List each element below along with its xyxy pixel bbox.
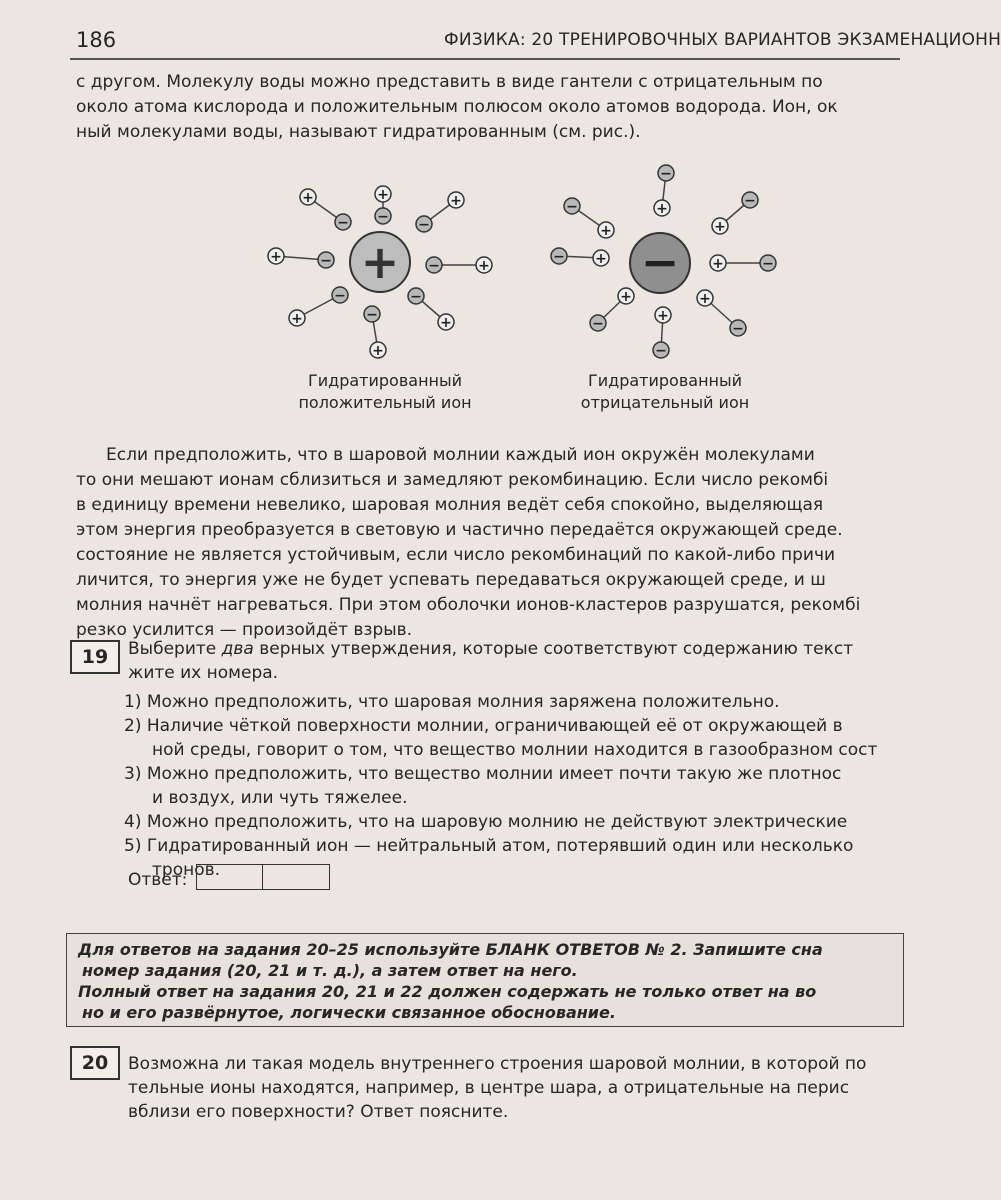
pole-symbol: + bbox=[291, 311, 303, 327]
water-molecule bbox=[375, 186, 391, 225]
prompt-text: жите их номера. bbox=[128, 663, 279, 683]
pole-symbol: − bbox=[566, 199, 578, 215]
header-rule bbox=[70, 58, 900, 60]
pole-symbol: − bbox=[334, 288, 346, 304]
option-2: 2) Наличие чёткой поверхности молнии, ограничивающей её от окружающей в bbox=[124, 716, 843, 736]
water-molecule bbox=[712, 192, 758, 235]
pole-symbol: + bbox=[657, 308, 669, 324]
instruction-line: Полный ответ на задания 20, 21 и 22 должен содержать не только ответ на во bbox=[78, 982, 817, 1001]
water-molecule bbox=[653, 307, 671, 359]
pole-symbol: − bbox=[732, 321, 744, 337]
caption-negative-ion bbox=[560, 370, 770, 414]
pole-symbol: + bbox=[302, 190, 314, 206]
running-header: ФИЗИКА: 20 ТРЕНИРОВОЧНЫХ ВАРИАНТОВ ЭКЗАМЕНАЦИОНН bbox=[444, 30, 1001, 50]
pole-symbol: + bbox=[600, 223, 612, 239]
instruction-line: номер задания (20, 21 и т. д.), а затем ответ на него. bbox=[82, 961, 578, 980]
water-molecule bbox=[268, 248, 334, 269]
option-3-cont: и воздух, или чуть тяжелее. bbox=[152, 788, 408, 808]
water-molecule bbox=[416, 192, 464, 233]
option-1: 1) Можно предположить, что шаровая молния заряжена положительно. bbox=[124, 692, 780, 712]
page-number: 186 bbox=[76, 28, 117, 52]
text-line: Если предположить, что в шаровой молнии каждый ион окружён молекулами bbox=[106, 445, 815, 465]
caption-line: положительный ион bbox=[298, 393, 472, 412]
text-line: то они мешают ионам сблизиться и замедляют рекомбинацию. Если число рекомбі bbox=[76, 470, 829, 490]
instruction-line: но и его развёрнутое, логически связанное обоснование. bbox=[82, 1003, 616, 1022]
pole-symbol: + bbox=[714, 219, 726, 235]
question-line: вблизи его поверхности? Ответ поясните. bbox=[128, 1102, 509, 1122]
pole-symbol: + bbox=[440, 315, 452, 331]
main-paragraph bbox=[76, 443, 900, 643]
water-molecule bbox=[590, 288, 634, 332]
prompt-text: верных утверждения, которые соответствуют содержанию текст bbox=[253, 639, 854, 659]
task-20-number: 20 bbox=[70, 1046, 120, 1080]
task-19-options bbox=[124, 690, 900, 882]
water-molecule bbox=[697, 290, 746, 337]
pole-symbol: + bbox=[478, 258, 490, 274]
pole-symbol: − bbox=[337, 215, 349, 231]
water-molecule bbox=[408, 288, 454, 331]
question-line: Возможна ли такая модель внутреннего строения шаровой молнии, в которой по bbox=[128, 1054, 867, 1074]
instruction-line: Для ответов на задания 20–25 используйте БЛАНК ОТВЕТОВ № 2. Запишите сна bbox=[78, 940, 823, 959]
water-molecule bbox=[654, 165, 674, 217]
answer-box bbox=[196, 864, 330, 890]
instruction-text bbox=[78, 939, 900, 1023]
pole-symbol: − bbox=[660, 166, 672, 182]
pole-symbol: − bbox=[553, 249, 565, 265]
caption-line: Гидратированный bbox=[587, 371, 743, 390]
pole-symbol: − bbox=[410, 289, 422, 305]
text-line: молния начнёт нагреваться. При этом оболочки ионов-кластеров разрушатся, рекомбі bbox=[76, 595, 861, 615]
pole-symbol: + bbox=[699, 291, 711, 307]
text-line: личится, то энергия уже не будет успевать передаваться окружающей среде, и ш bbox=[76, 570, 826, 590]
pole-symbol: + bbox=[656, 201, 668, 217]
water-molecule bbox=[289, 287, 348, 327]
task-19-number: 19 bbox=[70, 640, 120, 674]
pole-symbol: − bbox=[418, 217, 430, 233]
prompt-text: Выберите bbox=[128, 639, 222, 659]
pole-symbol: + bbox=[377, 187, 389, 203]
caption-line: отрицательный ион bbox=[580, 393, 750, 412]
text-line: ный молекулами воды, называют гидратированным (см. рис.). bbox=[76, 122, 641, 142]
answer-cell-2[interactable] bbox=[263, 865, 328, 889]
pole-symbol: − bbox=[655, 343, 667, 359]
prompt-emphasis: два bbox=[221, 639, 254, 659]
pole-symbol: − bbox=[320, 253, 332, 269]
text-line: около атома кислорода и положительным полюсом около атомов водорода. Ион, ок bbox=[76, 97, 838, 117]
intro-paragraph bbox=[76, 70, 900, 145]
pole-symbol: − bbox=[762, 256, 774, 272]
text-line: состояние не является устойчивым, если число рекомбинаций по какой-либо причи bbox=[76, 545, 836, 565]
pole-symbol: + bbox=[372, 343, 384, 359]
pole-symbol: + bbox=[270, 249, 282, 265]
text-line: этом энергия преобразуется в световую и частично передаётся окружающей среде. bbox=[76, 520, 843, 540]
water-molecule bbox=[300, 189, 351, 231]
pole-symbol: − bbox=[744, 193, 756, 209]
task-20-question bbox=[128, 1052, 900, 1124]
question-line: тельные ионы находятся, например, в центре шара, а отрицательные на перис bbox=[128, 1078, 850, 1098]
text-line: резко усилится — произойдёт взрыв. bbox=[76, 620, 413, 640]
pole-symbol: + bbox=[712, 256, 724, 272]
water-molecule bbox=[364, 306, 386, 359]
option-4: 4) Можно предположить, что на шаровую молнию не действуют электрические bbox=[124, 812, 848, 832]
caption-positive-ion bbox=[270, 370, 500, 414]
text-line: в единицу времени невелико, шаровая молния ведёт себя спокойно, выделяющая bbox=[76, 495, 824, 515]
pole-symbol: − bbox=[428, 258, 440, 274]
negative-ion-sign: − bbox=[640, 235, 680, 289]
pole-symbol: − bbox=[592, 316, 604, 332]
water-molecule bbox=[710, 255, 776, 272]
answer-label: Ответ: bbox=[128, 870, 188, 890]
option-2-cont: ной среды, говорит о том, что вещество молнии находится в газообразном сост bbox=[152, 740, 878, 760]
task-19-prompt bbox=[128, 637, 900, 685]
option-5: 5) Гидратированный ион — нейтральный атом, потерявший один или несколько bbox=[124, 836, 854, 856]
water-molecule bbox=[551, 248, 609, 267]
text-line: с другом. Молекулу воды можно представить в виде гантели с отрицательным по bbox=[76, 72, 823, 92]
pole-symbol: + bbox=[620, 289, 632, 305]
pole-symbol: − bbox=[377, 209, 389, 225]
positive-ion-sign: + bbox=[360, 235, 400, 289]
answer-cell-1[interactable] bbox=[197, 865, 263, 889]
pole-symbol: + bbox=[595, 251, 607, 267]
water-molecule bbox=[426, 257, 492, 274]
pole-symbol: + bbox=[450, 193, 462, 209]
option-5-cont: тронов. bbox=[152, 860, 221, 880]
water-molecule bbox=[564, 198, 614, 239]
caption-line: Гидратированный bbox=[307, 371, 463, 390]
pole-symbol: − bbox=[366, 307, 378, 323]
option-3: 3) Можно предположить, что вещество молнии имеет почти такую же плотнос bbox=[124, 764, 842, 784]
